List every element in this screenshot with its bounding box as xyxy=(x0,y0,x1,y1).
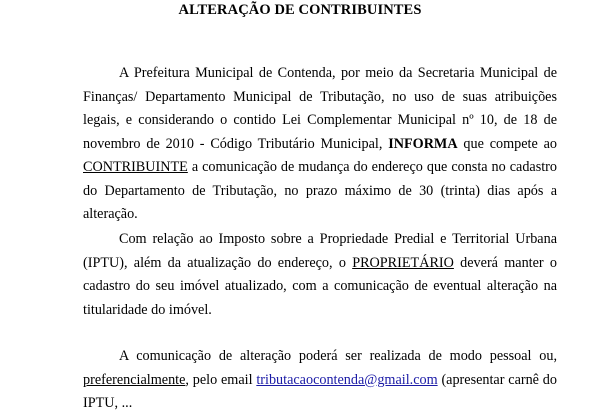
underlined-keyword-preferencialmente: preferencialmente xyxy=(83,371,186,388)
paragraph-text: deverá manter o cadastro do seu imóvel atualizado, com a comunicação de eventual alteração na titularidade do imóvel. xyxy=(83,254,557,318)
paragraph-text: que compete ao xyxy=(457,135,557,152)
document-title: ALTERAÇÃO DE CONTRIBUINTES xyxy=(178,2,422,18)
paragraph-text: Com relação ao Imposto sobre a Propriedade Predial e Territorial Urbana (IPTU), além da atualização do endereço, o xyxy=(83,231,557,271)
paragraph-text: A comunicação de alteração poderá ser realizada de modo pessoal ou, xyxy=(119,348,557,364)
paragraph-text: , pelo email xyxy=(185,371,257,388)
paragraph-comunicacao xyxy=(83,345,557,416)
underlined-keyword-proprietario: PROPRIETÁRIO xyxy=(352,254,454,271)
underlined-keyword-contribuinte: CONTRIBUINTE xyxy=(83,159,188,175)
bold-keyword-informa: INFORMA xyxy=(388,135,458,152)
paragraph-text: a comunicação de mudança do endereço que consta no cadastro do Departamento de Tributação, no prazo máximo de 30 (trinta) dias após a alteração. xyxy=(83,159,557,222)
paragraph-iptu xyxy=(83,228,557,322)
paragraph-text: (apresentar carnê do IPTU, ... xyxy=(83,371,557,411)
paragraph-contribuinte xyxy=(83,62,557,227)
paragraph-text: A Prefeitura Municipal de Contenda, por meio da Secretaria Municipal de Finanças/ Departamento Municipal de Tributação, no uso de suas atribuições legais, e considerando o contido Lei Complementar Municipal nº 10, de 18 de novembro de 2010 - Código Tributário Municipal, xyxy=(83,65,557,152)
email-link[interactable]: tributacaocontenda@gmail.com xyxy=(256,371,438,388)
